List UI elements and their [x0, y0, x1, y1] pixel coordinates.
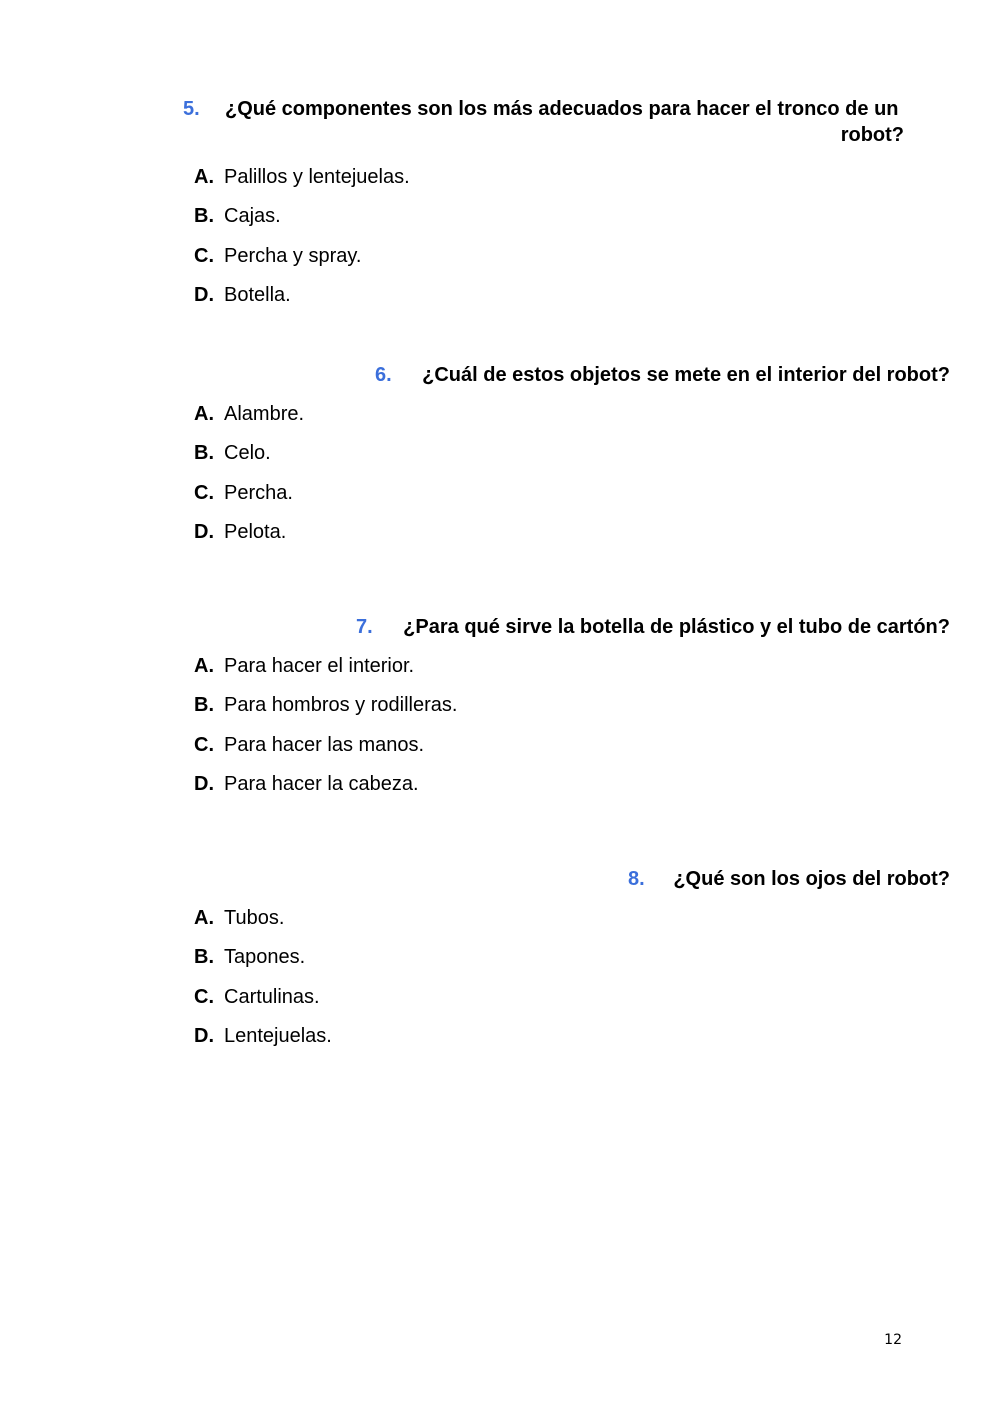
- question-number: 8.: [628, 868, 645, 890]
- option-letter: B.: [194, 205, 214, 228]
- option-letter: C.: [194, 733, 214, 756]
- option-letter: D.: [194, 283, 214, 306]
- question-text-line1: ¿Cuál de estos objetos se mete en el interior del robot?: [422, 364, 950, 386]
- options-list: [194, 653, 457, 810]
- option-letter: A.: [194, 655, 214, 677]
- option-text: Percha.: [224, 481, 293, 504]
- option-a[interactable]: [194, 164, 410, 203]
- option-d[interactable]: [194, 1023, 332, 1062]
- option-text: Botella.: [224, 283, 291, 306]
- option-d[interactable]: [194, 282, 410, 321]
- option-letter: D.: [194, 520, 214, 543]
- question-text-line1: ¿Qué componentes son los más adecuados para hacer el tronco de un: [225, 98, 899, 120]
- option-letter: B.: [194, 442, 214, 465]
- options-list: [194, 164, 410, 321]
- option-letter: A.: [194, 907, 214, 929]
- option-letter: C.: [194, 244, 214, 267]
- page-number: 12: [884, 1332, 902, 1348]
- question-number: 5.: [183, 98, 200, 120]
- option-text: Lentejuelas.: [224, 1024, 332, 1047]
- option-a[interactable]: [194, 653, 457, 692]
- option-b[interactable]: [194, 944, 332, 983]
- option-letter: A.: [194, 166, 214, 188]
- option-text: Alambre.: [224, 403, 305, 425]
- option-text: Para hacer el interior.: [224, 655, 415, 677]
- option-text: Cajas.: [224, 205, 281, 228]
- option-letter: C.: [194, 481, 214, 504]
- question-text-line2: robot?: [840, 124, 904, 146]
- option-text: Palillos y lentejuelas.: [224, 166, 410, 188]
- option-c[interactable]: [194, 984, 332, 1023]
- option-letter: D.: [194, 1024, 214, 1047]
- question-text-line1: ¿Qué son los ojos del robot?: [673, 868, 950, 890]
- option-letter: A.: [194, 403, 214, 425]
- option-b[interactable]: [194, 692, 457, 731]
- options-list: [194, 905, 332, 1062]
- option-b[interactable]: [194, 440, 304, 479]
- question-text-line1: ¿Para qué sirve la botella de plástico y el tubo de cartón?: [403, 616, 950, 638]
- options-list: [194, 401, 304, 558]
- option-c[interactable]: [194, 480, 304, 519]
- option-a[interactable]: [194, 401, 304, 440]
- question-number: 6.: [375, 364, 392, 386]
- option-d[interactable]: [194, 519, 304, 558]
- option-letter: B.: [194, 694, 214, 717]
- option-a[interactable]: [194, 905, 332, 944]
- option-b[interactable]: [194, 203, 410, 242]
- option-letter: C.: [194, 985, 214, 1008]
- option-text: Tubos.: [224, 907, 285, 929]
- option-text: Tapones.: [224, 946, 306, 969]
- option-text: Para hacer la cabeza.: [224, 772, 419, 795]
- option-text: Para hacer las manos.: [224, 733, 425, 756]
- option-c[interactable]: [194, 243, 410, 282]
- option-d[interactable]: [194, 771, 457, 810]
- option-c[interactable]: [194, 732, 457, 771]
- question-number: 7.: [356, 616, 373, 638]
- option-letter: D.: [194, 772, 214, 795]
- option-text: Celo.: [224, 442, 271, 465]
- option-text: Para hombros y rodilleras.: [224, 694, 458, 717]
- option-text: Percha y spray.: [224, 244, 362, 267]
- option-letter: B.: [194, 946, 214, 969]
- option-text: Pelota.: [224, 520, 287, 543]
- option-text: Cartulinas.: [224, 985, 320, 1008]
